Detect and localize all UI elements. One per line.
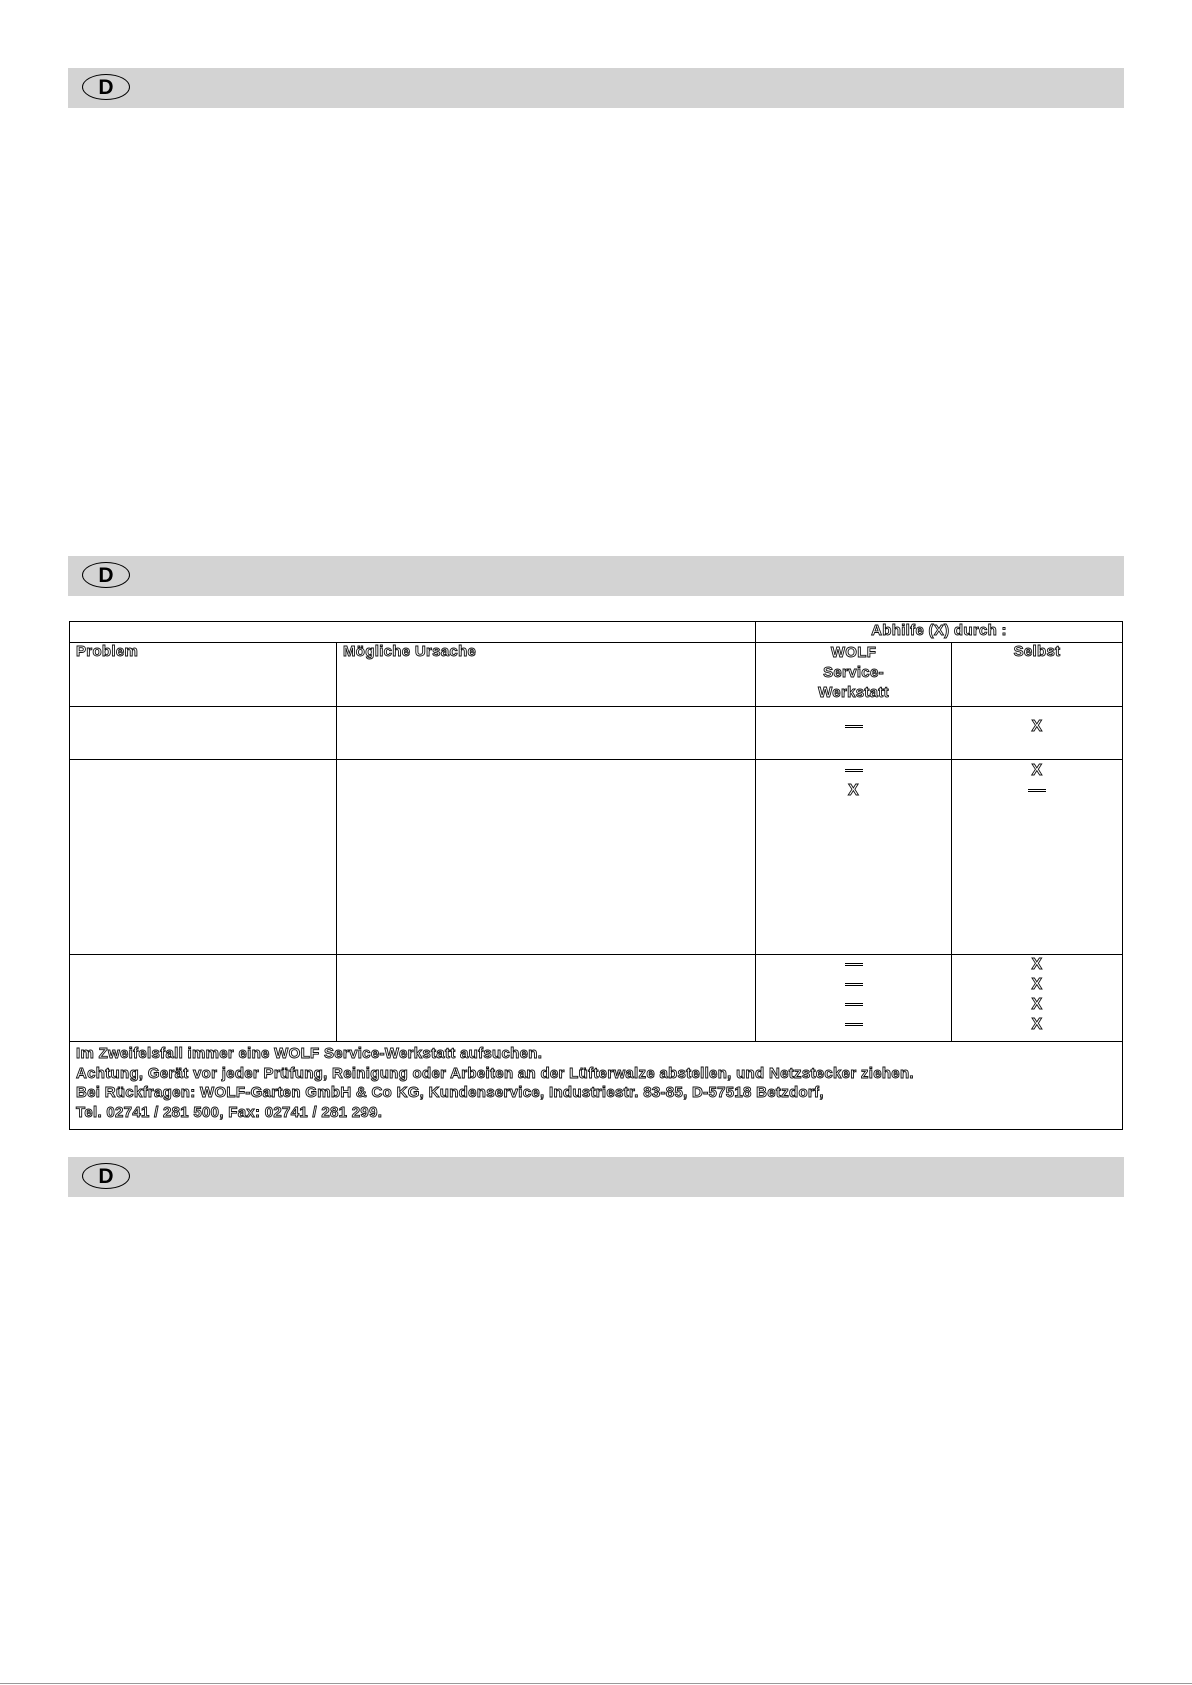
service-cell xyxy=(756,707,952,760)
footer-note-line: Achtung, Gerät vor jeder Prüfung, Reinigung oder Arbeiten an der Lüfterwalze abstellen, und Netzstecker ziehen. xyxy=(76,1064,914,1082)
footer-notes-cell xyxy=(70,1042,1123,1130)
service-mark: X xyxy=(848,782,859,799)
section-header-bar-2 xyxy=(68,556,1124,596)
service-cell xyxy=(756,760,952,955)
self-mark: X xyxy=(1031,976,1043,993)
table-footer-row xyxy=(70,1042,1123,1130)
section-header-bar-3 xyxy=(68,1157,1124,1197)
table-header-group-row xyxy=(70,622,1123,643)
self-cell xyxy=(952,707,1123,760)
service-mark xyxy=(756,761,951,781)
service-mark xyxy=(756,955,951,975)
cause-cell xyxy=(337,707,756,760)
troubleshooting-table-container xyxy=(69,621,1122,1121)
page-bottom-rule xyxy=(0,1683,1192,1684)
dash-mark-icon xyxy=(845,725,863,728)
section-header-bar-1 xyxy=(68,68,1124,108)
dash-mark-icon xyxy=(845,1023,863,1026)
column-header-problem: Problem xyxy=(76,643,139,660)
service-mark xyxy=(756,1015,951,1035)
header-group-label: Abhilfe (X) durch : xyxy=(871,622,1007,639)
cause-cell xyxy=(337,955,756,1042)
problem-cell xyxy=(70,707,337,760)
column-header-service-line1: WOLF xyxy=(830,644,877,661)
service-mark xyxy=(756,975,951,995)
self-mark: X xyxy=(1031,718,1043,735)
table-header-row xyxy=(70,643,1123,707)
service-mark xyxy=(756,995,951,1015)
column-header-service-line2: Service- xyxy=(823,664,884,681)
problem-cell xyxy=(70,955,337,1042)
dash-mark-icon xyxy=(845,963,863,966)
table-row xyxy=(70,760,1123,955)
table-row xyxy=(70,955,1123,1042)
column-header-service-line3: Werkstatt xyxy=(818,684,889,701)
dash-mark-icon xyxy=(845,769,863,772)
header-service-cell xyxy=(756,643,952,707)
header-cause-cell xyxy=(337,643,756,707)
troubleshooting-table xyxy=(69,621,1123,1130)
dash-mark-icon xyxy=(845,1003,863,1006)
dash-mark-icon xyxy=(1028,789,1046,792)
service-mark xyxy=(756,717,951,737)
problem-cell xyxy=(70,760,337,955)
header-blank-cell xyxy=(70,622,756,643)
self-cell xyxy=(952,955,1123,1042)
language-badge-icon: D xyxy=(82,562,130,588)
service-cell xyxy=(756,955,952,1042)
language-badge-icon: D xyxy=(82,1163,130,1189)
header-self-cell xyxy=(952,643,1123,707)
column-header-self: Selbst xyxy=(1013,643,1061,660)
self-cell xyxy=(952,760,1123,955)
self-mark: X xyxy=(1031,1016,1043,1033)
self-mark: X xyxy=(1031,762,1043,779)
footer-note-line: Tel. 02741 / 281 500, Fax: 02741 / 281 299. xyxy=(76,1103,383,1121)
self-mark: X xyxy=(1031,996,1043,1013)
cause-cell xyxy=(337,760,756,955)
column-header-cause: Mögliche Ursache xyxy=(343,643,477,660)
header-group-cell xyxy=(756,622,1123,643)
self-mark xyxy=(952,781,1122,801)
language-badge-icon: D xyxy=(82,74,130,100)
footer-note-line: Bei Rückfragen: WOLF-Garten GmbH & Co KG, Kundenservice, Industriestr. 83-85, D-57518 Betzdorf, xyxy=(76,1084,824,1101)
footer-note-line: Im Zweifelsfall immer eine WOLF Service-Werkstatt aufsuchen. xyxy=(76,1045,543,1062)
header-problem-cell xyxy=(70,643,337,707)
dash-mark-icon xyxy=(845,983,863,986)
self-mark: X xyxy=(1031,956,1043,973)
table-row xyxy=(70,707,1123,760)
